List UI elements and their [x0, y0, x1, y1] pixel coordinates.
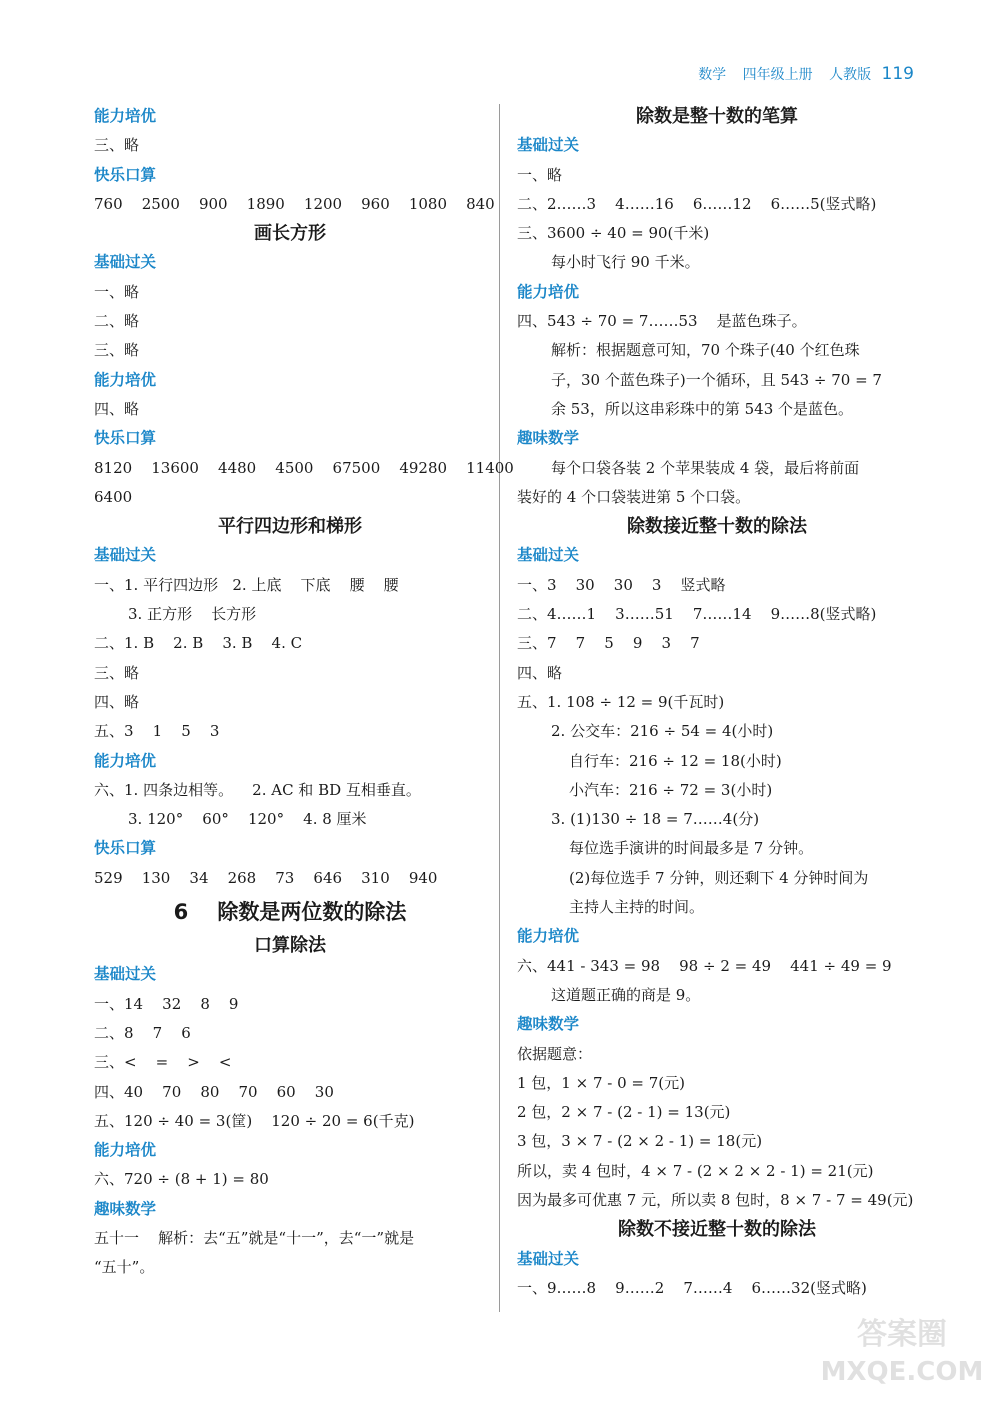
answer-line: 六、1. 四条边相等。 2. AC 和 BD 互相垂直。	[94, 780, 421, 799]
answer-line: 三、3600 ÷ 40 = 90(千米)	[517, 224, 710, 243]
lesson-title: 除数不接近整十数的除法	[618, 1219, 816, 1241]
answer-line: 二、4……1 3……51 7……14 9……8(竖式略)	[517, 605, 877, 624]
answer-line: 二、1. B 2. B 3. B 4. C	[94, 634, 303, 653]
answer-line: 3. 120° 60° 120° 4. 8 厘米	[128, 810, 367, 829]
answer-line: 三、略	[94, 136, 140, 155]
section-label: 能力培优	[517, 282, 580, 301]
answer-line: 二、略	[94, 312, 140, 331]
section-label: 基础过关	[94, 965, 157, 984]
answer-line: 自行车：216 ÷ 12 = 18(小时)	[569, 751, 782, 770]
answer-line: 三、7 7 5 9 3 7	[517, 634, 700, 653]
answer-line: 529 130 34 268 73 646 310 940	[94, 868, 438, 887]
section-label: 趣味数学	[94, 1199, 157, 1218]
answer-line: 一、14 32 8 9	[94, 994, 239, 1013]
answer-line: 四、40 70 80 70 60 30	[94, 1082, 334, 1101]
answer-line: 三、略	[94, 341, 140, 360]
answer-line: 五、120 ÷ 40 = 3(筐) 120 ÷ 20 = 6(千克)	[94, 1111, 415, 1130]
answer-line: 四、543 ÷ 70 = 7……53 是蓝色珠子。	[517, 312, 807, 331]
answer-line: 小汽车：216 ÷ 72 = 3(小时)	[569, 780, 773, 799]
header-grade: 四年级上册	[742, 67, 813, 83]
watermark-url: MXQE.COM	[820, 1357, 984, 1387]
lesson-title: 除数是整十数的笔算	[636, 106, 798, 127]
watermark-title: 答案圈	[857, 1317, 947, 1352]
answer-line: 五十一 解析：去“五”就是“十一”，去“一”就是	[94, 1228, 415, 1247]
answer-line: 五、3 1 5 3	[94, 722, 220, 741]
lesson-title: 画长方形	[254, 223, 326, 245]
section-label: 快乐口算	[94, 165, 157, 184]
answer-line: 二、8 7 6	[94, 1023, 191, 1042]
left-column	[94, 102, 514, 1283]
answer-line: 一、略	[94, 282, 140, 301]
watermark-logo	[812, 1308, 992, 1388]
answer-line: 3 包，3 × 7 - (2 × 2 - 1) = 18(元)	[517, 1132, 763, 1151]
answer-line: 6400	[94, 487, 133, 506]
section-label: 基础过关	[94, 253, 157, 272]
answer-line: 这道题正确的商是 9。	[551, 985, 701, 1004]
answer-line: 四、略	[94, 692, 140, 711]
answer-line: 装好的 4 个口袋装进第 5 个口袋。	[517, 487, 751, 506]
answer-line: 每小时飞行 90 千米。	[551, 253, 700, 272]
page-number: 119	[881, 64, 914, 84]
answer-line: 子，30 个蓝色珠子)一个循环，且 543 ÷ 70 = 7	[551, 370, 882, 389]
answer-line: (2)每位选手 7 分钟，则还剩下 4 分钟时间为	[569, 868, 869, 887]
column-divider	[499, 104, 500, 1312]
section-label: 趣味数学	[517, 1015, 580, 1034]
section-label: 能力培优	[94, 751, 157, 770]
answer-line: 每位选手演讲的时间最多是 7 分钟。	[569, 839, 814, 858]
answer-line: 一、1. 平行四边形 2. 上底 下底 腰 腰	[94, 575, 399, 594]
answer-line: 一、略	[517, 165, 563, 184]
answer-line: 因为最多可优惠 7 元，所以卖 8 包时，8 × 7 - 7 = 49(元)	[517, 1190, 914, 1209]
answer-line: 3. 正方形 长方形	[128, 605, 257, 624]
answer-line: 依据题意：	[517, 1044, 593, 1063]
right-column	[517, 102, 917, 1303]
answer-line: 所以，卖 4 包时，4 × 7 - (2 × 2 × 2 - 1) = 21(元)	[517, 1161, 874, 1180]
section-label: 能力培优	[94, 1141, 157, 1160]
answer-line: 四、略	[94, 399, 140, 418]
section-label: 能力培优	[94, 370, 157, 389]
section-label: 基础过关	[94, 546, 157, 565]
answer-line: 2 包，2 × 7 - (2 - 1) = 13(元)	[517, 1103, 731, 1122]
answer-line: 一、9……8 9……2 7……4 6……32(竖式略)	[517, 1278, 867, 1297]
section-label: 基础过关	[517, 1249, 580, 1268]
answer-line: 五、1. 108 ÷ 12 = 9(千瓦时)	[517, 692, 725, 711]
answer-line: 四、略	[517, 663, 563, 682]
lesson-title: 平行四边形和梯形	[218, 516, 362, 538]
chapter-title: 6 除数是两位数的除法	[173, 900, 407, 925]
answer-line: 解析：根据题意可知，70 个珠子(40 个红色珠	[551, 341, 860, 360]
lesson-title: 除数接近整十数的除法	[627, 516, 807, 538]
answer-line: 三、< = > <	[94, 1053, 232, 1072]
section-label: 基础过关	[517, 136, 580, 155]
section-label: 趣味数学	[517, 429, 580, 448]
answer-line: 3. (1)130 ÷ 18 = 7……4(分)	[551, 810, 760, 829]
answer-line: 1 包，1 × 7 - 0 = 7(元)	[517, 1073, 686, 1092]
section-label: 基础过关	[517, 546, 580, 565]
answer-line: 六、720 ÷ (8 + 1) = 80	[94, 1170, 269, 1189]
answer-line: 760 2500 900 1890 1200 960 1080 840	[94, 194, 495, 213]
answer-line: 三、略	[94, 663, 140, 682]
section-label: 快乐口算	[94, 839, 157, 858]
page-header	[698, 64, 914, 84]
section-label: 能力培优	[517, 927, 580, 946]
answer-line: 2. 公交车：216 ÷ 54 = 4(小时)	[551, 722, 774, 741]
section-label: 快乐口算	[94, 429, 157, 448]
answer-line: 六、441 - 343 = 98 98 ÷ 2 = 49 441 ÷ 49 = 9	[517, 956, 892, 975]
header-subject: 数学	[698, 67, 727, 83]
section-label: 能力培优	[94, 107, 157, 125]
header-edition: 人教版	[829, 67, 872, 83]
answer-line: 一、3 30 30 3 竖式略	[517, 575, 726, 594]
answer-line: 每个口袋各装 2 个苹果装成 4 袋，最后将前面	[551, 458, 860, 477]
answer-line: 二、2……3 4……16 6……12 6……5(竖式略)	[517, 194, 877, 213]
answer-line: 8120 13600 4480 4500 67500 49280 11400	[94, 458, 514, 477]
answer-line: 余 53，所以这串彩珠中的第 543 个是蓝色。	[551, 399, 854, 418]
answer-line: 主持人主持的时间。	[569, 898, 705, 917]
lesson-title: 口算除法	[254, 935, 326, 957]
answer-line: “五十”。	[94, 1258, 155, 1277]
